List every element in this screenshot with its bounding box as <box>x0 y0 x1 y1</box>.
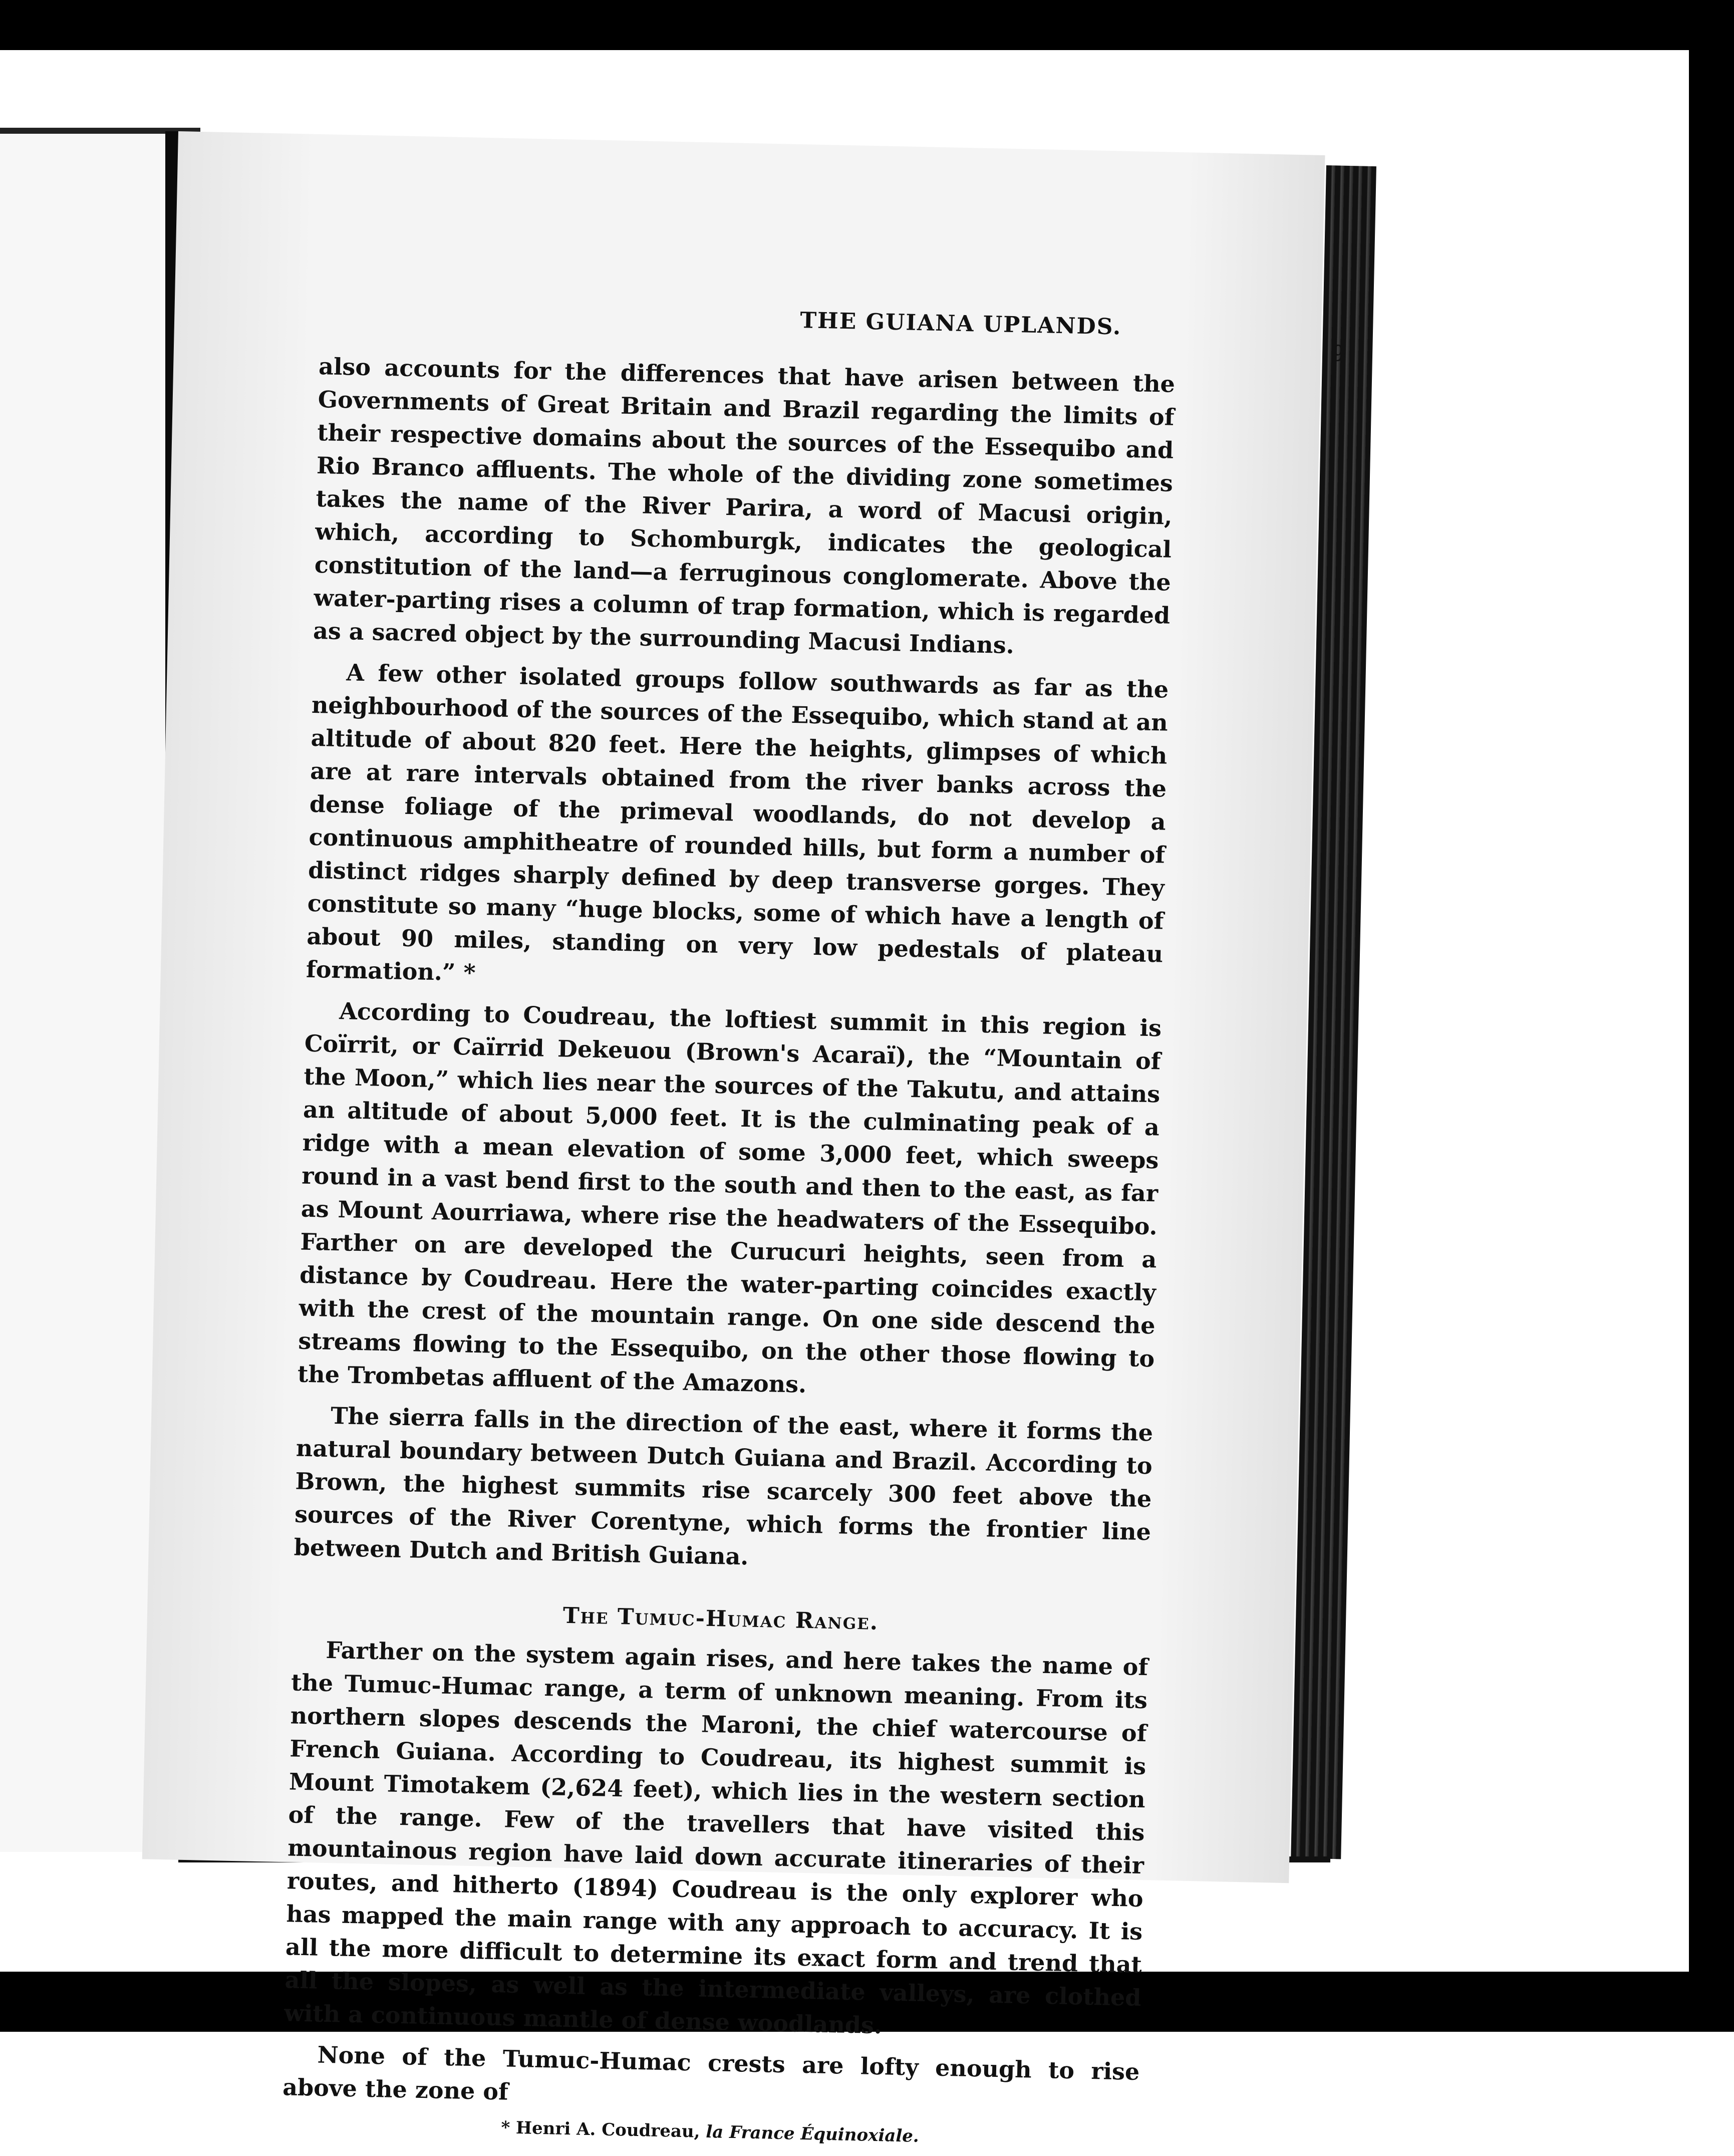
running-head: THE GUIANA UPLANDS. <box>799 308 1122 340</box>
section-heading: The Tumuc-Humac Range. <box>562 1602 879 1635</box>
page-number: 9 <box>1330 341 1346 367</box>
paragraph: A few other isolated groups follow southwards as far as the neighbourhood of the sources of the Essequibo, which stand at an altitude of about 820 feet. Here the heights, glimpses of which are at rare intervals obtained from the river banks across the dense foliage of the primeval woodlands, do not develop a continuous amphitheatre of rounded hills, but form a number of distinct ridges sharply defined by deep transverse gorges. They constitute so many “huge blocks, some of which have a length of about 90 miles, standing on very low pedestals of plateau formation.” * <box>306 659 1169 986</box>
footnote-author: * Henri A. Coudreau, <box>501 2117 706 2142</box>
paragraph: also accounts for the differences that have arisen between the Governments of Great Britain and Brazil regarding the limits of their respective domains about the sources of the Essequibo and Rio Branco affluents. The whole of the dividing zone sometimes takes the name of the River Parira, a word of Macusi origin, which, according to Schomburgk, indicates the geological constitution of the land—a ferruginous conglomerate. Above the water-parting rises a column of trap formation, which is regarded as a sacred object by the surrounding Macusi Indians. <box>313 352 1176 659</box>
paragraph: The sierra falls in the direction of the east, where it forms the natural boundary between Dutch Guiana and Brazil. According to Brown, the highest summits rise scarcely 300 feet above the sources of the River Corentyne, which forms the frontier line between Dutch and British Guiana. <box>294 1402 1153 1570</box>
paragraph: According to Coudreau, the loftiest summit in this region is Coïrrit, or Caïrrid Dekeuou (Brown's Acaraï), the “Mountain of the Moon,” which lies near the sources of the Takutu, and attains an altitude of about 5,000 feet. It is the culminating peak of a ridge with a mean elevation of some 3,000 feet, which sweeps round in a vast bend first to the south and then to the east, as far as Mount Aourriawa, where rise the headwaters of the Essequibo. Farther on are developed the Curucuri heights, seen from a distance by Coudreau. Here the water-parting coincides exactly with the crest of the mountain range. On one side descend the streams flowing to the Essequibo, on the other those flowing to the Trombetas affluent of the Amazons. <box>297 997 1162 1398</box>
scan-top-border <box>0 0 1734 50</box>
scan-right-border <box>1689 0 1734 2032</box>
body-text <box>281 350 1175 2152</box>
paragraph: Farther on the system again rises, and here takes the name of the Tumuc-Humac range, a term of unknown meaning. From its northern slopes descends the Maroni, the chief watercourse of French Guiana. According to Coudreau, its highest summit is Mount Timotakem (2,624 feet), which lies in the western section of the range. Few of the travellers that have visited this mountainous region have laid down accurate itineraries of their routes, and hitherto (1894) Coudreau is the only explorer who has mapped the main range with any approach to accuracy. It is all the more difficult to determine its exact form and trend that all the slopes, as well as the intermediate valleys, are clothed with a continuous mantle of dense woodlands. <box>283 1636 1148 2039</box>
footnote-title: la France Équinoxiale. <box>705 2121 920 2146</box>
book-page <box>142 131 1346 2146</box>
facing-page <box>0 134 165 1852</box>
paragraph: None of the Tumuc-Humac crests are lofty enough to rise above the zone of <box>282 2041 1140 2105</box>
